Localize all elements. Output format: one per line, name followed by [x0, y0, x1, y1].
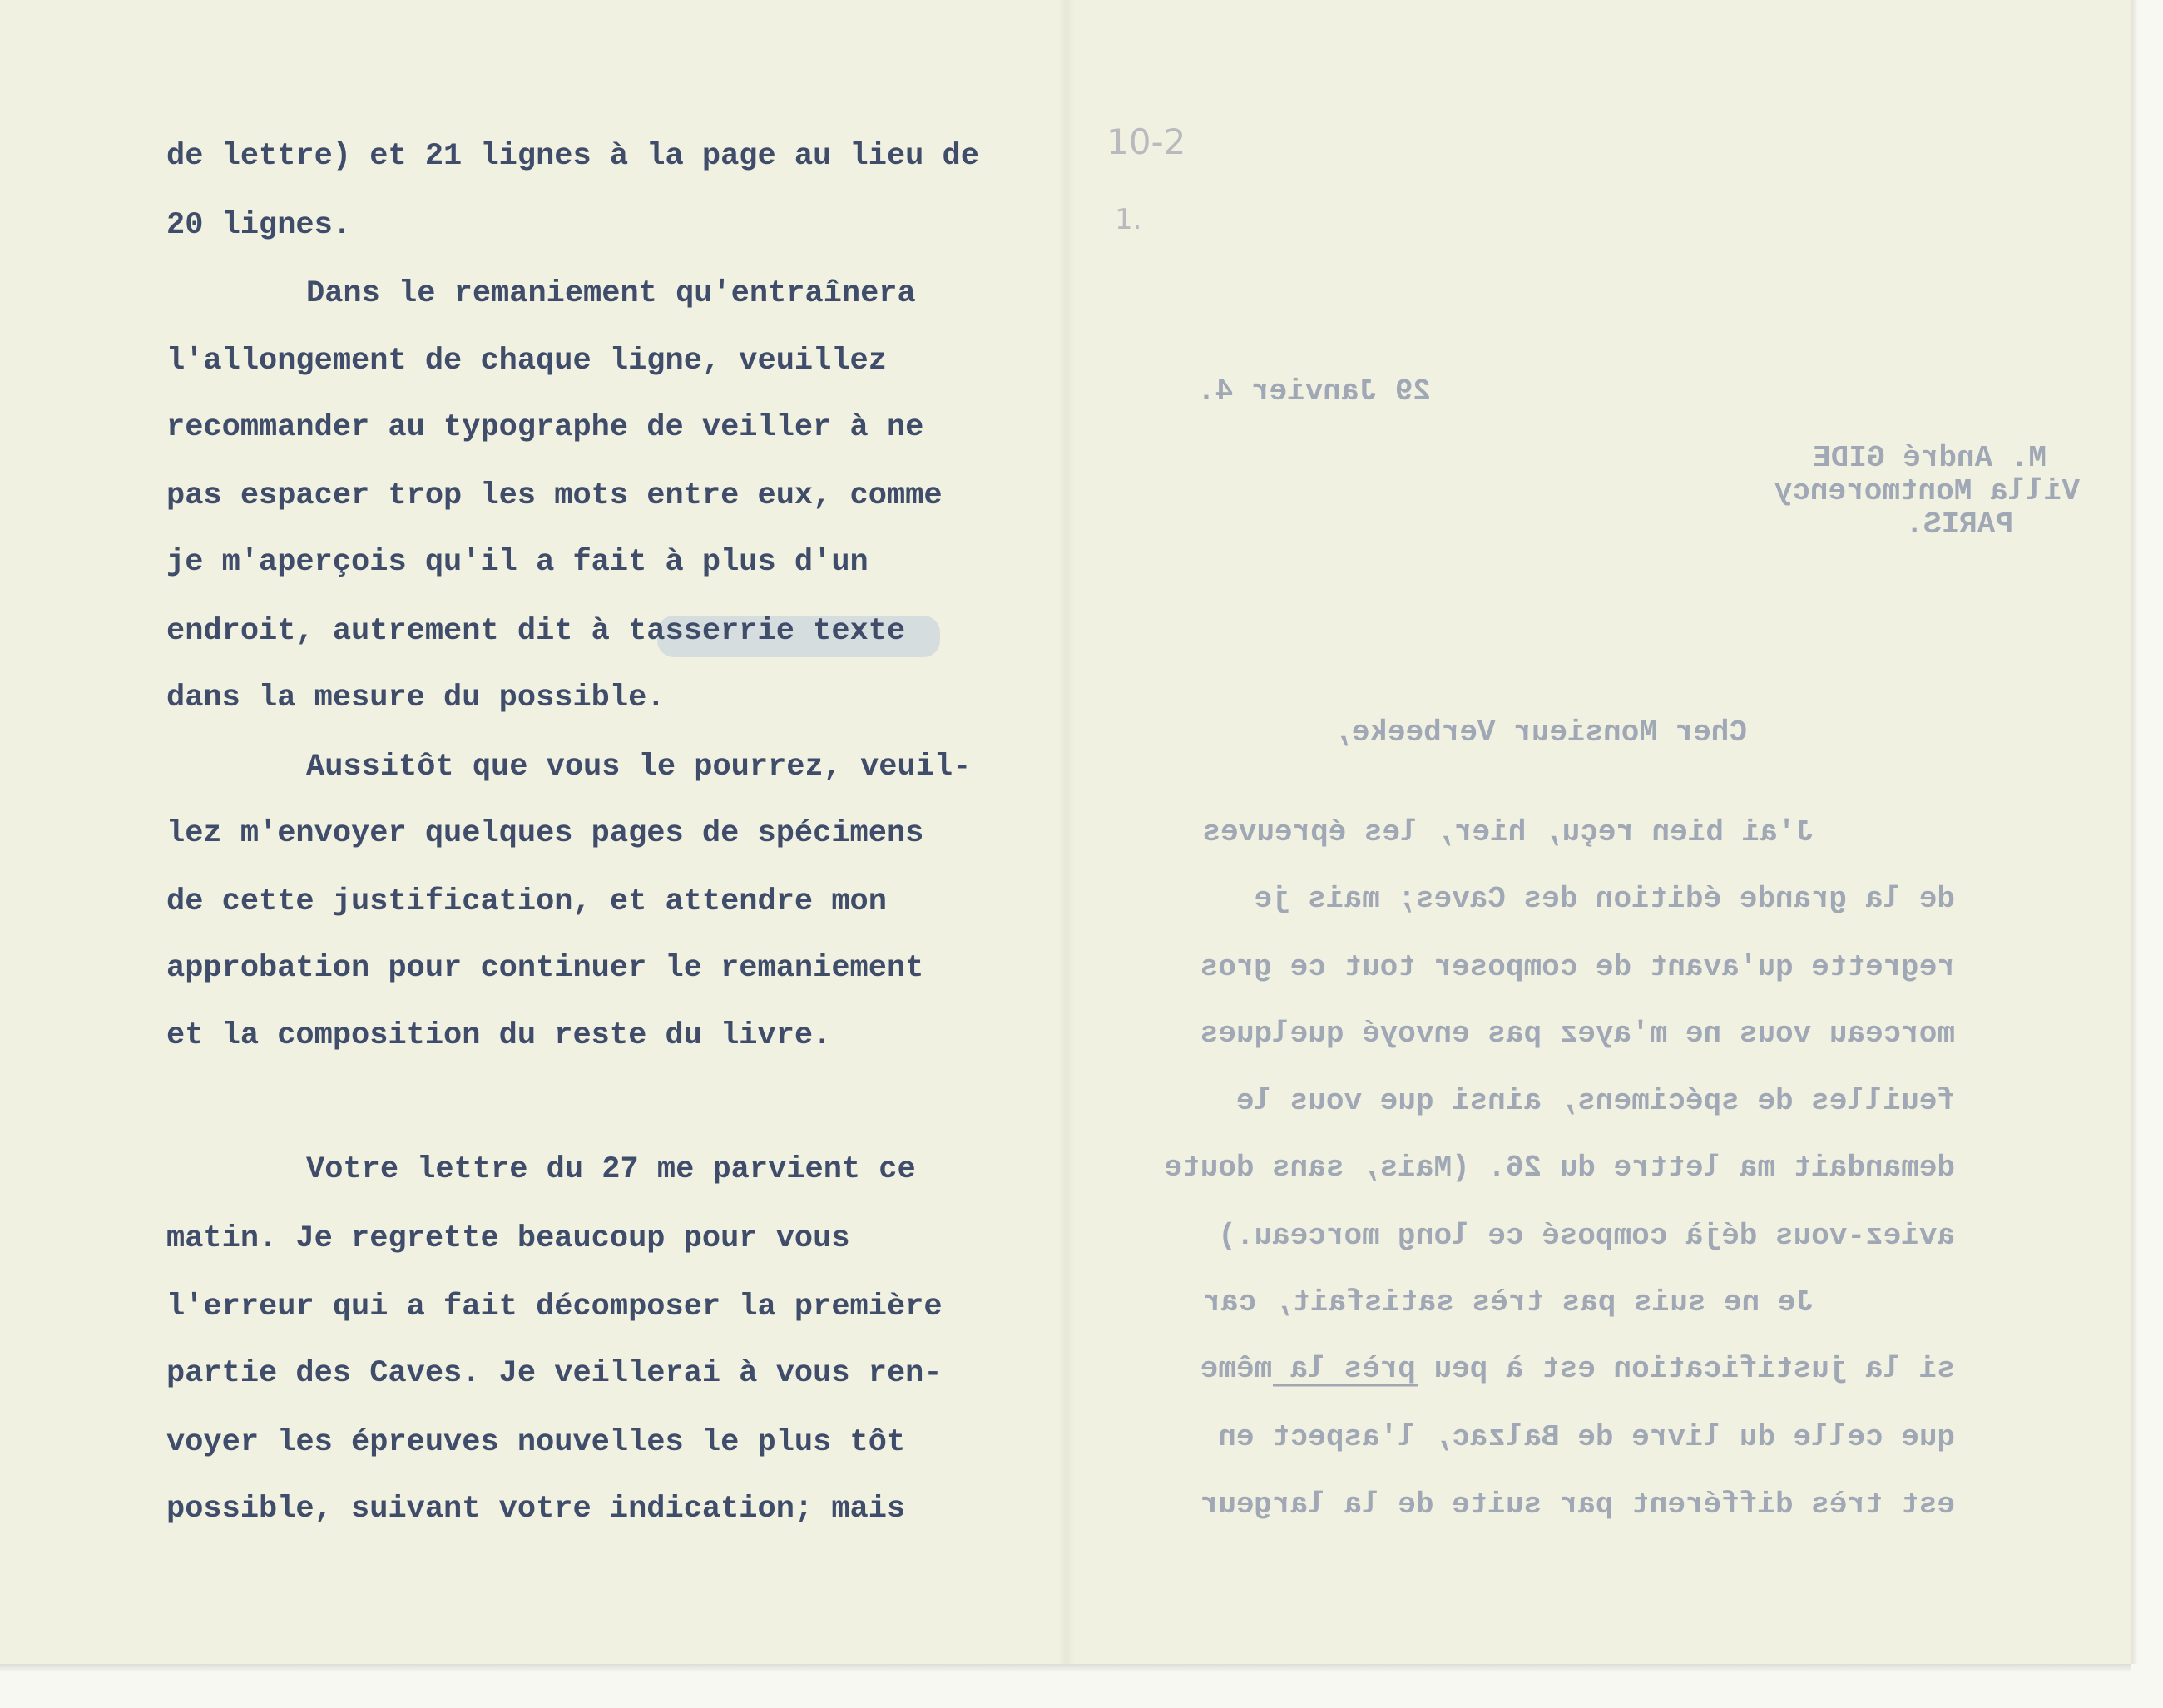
text-line: lez m'envoyer quelques pages de spécimens [166, 816, 924, 851]
text-line: possible, suivant votre indication; mais [166, 1492, 906, 1527]
text-line: de cette justification, et attendre mon [166, 884, 887, 919]
salutation: Cher Monsieur Verbeeke, [1334, 715, 1747, 750]
right-page-text [1164, 374, 2080, 1522]
body-line: feuilles de spécimens, ainsi que vous le [1235, 1084, 1955, 1118]
address-line: PARIS. [1905, 507, 2013, 542]
body-line: de la grande édition des Caves; mais je [1254, 882, 1955, 916]
text-line: recommander au typographe de veiller à ne [166, 410, 924, 445]
text-line: Votre lettre du 27 me parvient ce [306, 1152, 916, 1187]
text-line: l'erreur qui a fait décomposer la première [166, 1290, 943, 1324]
text-line: Dans le remaniement qu'entraînera [306, 276, 916, 311]
pencil-mark: 1. [1115, 203, 1142, 236]
body-line: est très différent par suite de la largeur [1200, 1488, 1955, 1522]
text-line: voyer les épreuves nouvelles le plus tôt [166, 1425, 906, 1460]
text-line: matin. Je regrette beaucoup pour vous [166, 1221, 850, 1256]
address-line: Villa Montmorency [1774, 474, 2080, 508]
text-line: 20 lignes. [166, 208, 352, 243]
pencil-annotations [1106, 121, 1185, 236]
body-line: J'ai bien reçu, hier, les épreuves [1202, 815, 1814, 849]
body-line: demandait ma lettre du 26. (Mais, sans doute [1164, 1151, 1955, 1185]
text-line: de lettre) et 21 lignes à la page au lieu de [166, 139, 979, 174]
body-line: morceau vous ne m'ayez pas envoyé quelques [1200, 1017, 1955, 1051]
text-line: et la composition du reste du livre. [166, 1018, 832, 1053]
body-line: que celle du livre de Balzac, l'aspect en [1218, 1420, 1955, 1454]
text-line: partie des Caves. Je veillerai à vous ren- [166, 1356, 943, 1391]
letter-date: 29 Janvier 4. [1197, 374, 1431, 408]
text-line: endroit, autrement dit à tasserrie texte [166, 614, 906, 649]
left-page-text [166, 139, 979, 1527]
pencil-note: 10-2 [1106, 121, 1186, 162]
text-line: dans la mesure du possible. [166, 681, 666, 715]
text-line: je m'aperçois qu'il a fait à plus d'un [166, 545, 869, 580]
body-line: Je ne suis pas très satisfait, car [1202, 1285, 1814, 1319]
text-line: pas espacer trop les mots entre eux, comme [166, 478, 943, 513]
body-line: si la justification est à peu près la même [1200, 1352, 1955, 1386]
text-line: approbation pour continuer le remaniement [166, 951, 924, 986]
address-line: M. André GIDE [1813, 441, 2047, 475]
text-line: Aussitôt que vous le pourrez, veuil- [306, 750, 972, 785]
text-line: l'allongement de chaque ligne, veuillez [166, 344, 887, 379]
body-line: aviez-vous déjà composé ce long morceau.) [1218, 1219, 1955, 1253]
body-line: regrette qu'avant de composer tout ce gros [1200, 950, 1955, 984]
